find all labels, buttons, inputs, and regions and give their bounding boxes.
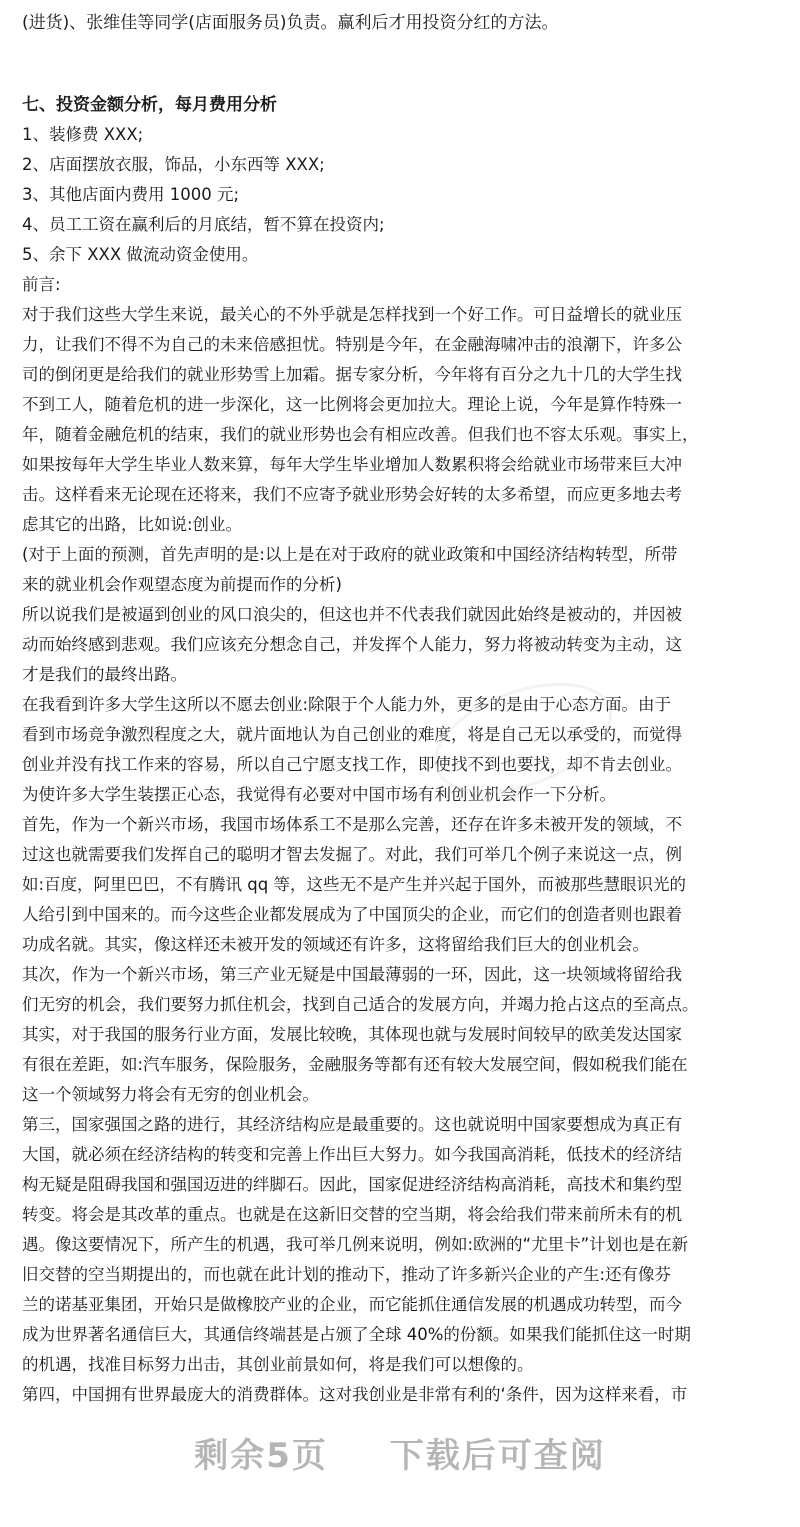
paragraph: [22, 690, 784, 810]
paragraph-line: 如:百度，阿里巴巴，不有腾讯 qq 等，这些无不是产生并兴起于国外，而被那些慧眼识光的: [22, 875, 686, 894]
paragraph: [22, 960, 784, 1110]
paragraph-line: 们无穷的机会，我们要努力抓住机会，找到自己适合的发展方向，并竭力抢占这点的至高点。: [22, 995, 699, 1014]
paragraph-line: 第三，国家强国之路的进行，其经济结构应是最重要的。这也就说明中国家要想成为真正有: [22, 1115, 682, 1134]
paragraph-line: 力，让我们不得不为自己的未来倍感担忧。特别是今年，在金融海啸冲击的浪潮下，许多公: [22, 335, 682, 354]
paragraph-line: 为使许多大学生装摆正心态，我觉得有必要对中国市场有利创业机会作一下分析。: [22, 785, 616, 804]
paragraph-line: 来的就业机会作观望态度为前提而作的分析): [22, 575, 342, 594]
paragraph: [22, 300, 784, 540]
paragraph: [22, 1380, 784, 1410]
paragraph: [22, 540, 784, 600]
paragraph-line: 对于我们这些大学生来说，最关心的不外乎就是怎样找到一个好工作。可日益增长的就业压: [22, 305, 682, 324]
partial-text: (进货)、张维佳等同学(店面服务员)负责。赢利后才用投资分红的方法。: [22, 13, 559, 33]
paragraph-line: 年，随着金融危机的结束，我们的就业形势也会有相应改善。但我们也不容太乐观。事实上，: [22, 425, 699, 444]
paragraph-line: 其次，作为一个新兴市场，第三产业无疑是中国最薄弱的一环，因此，这一块领域将留给我: [22, 965, 682, 984]
paragraph-line: 过这也就需要我们发挥自己的聪明才智去发掘了。对此，我们可举几个例子来说这一点，例: [22, 845, 682, 864]
remaining-pages-label: 剩余5页: [194, 1436, 328, 1476]
paragraph-line: 这一个领域努力将会有无穷的创业机会。: [22, 1085, 319, 1104]
paragraph-line: 构无疑是阻碍我国和强国迈进的绊脚石。因此，国家促进经济结构高消耗，高技术和集约型: [22, 1175, 682, 1194]
document-body: [22, 0, 784, 1410]
list-item: 3、其他店面内费用 1000 元;: [22, 185, 240, 204]
paragraph-line: (对于上面的预测，首先声明的是:以上是在对于政府的就业政策和中国经济结构转型，所带: [22, 545, 678, 564]
paragraph-line: 如果按每年大学生毕业人数来算，每年大学生毕业增加人数累积将会给就业市场带来巨大冲: [22, 455, 682, 474]
paragraph-line: 功成名就。其实，像这样还未被开发的领域还有许多，这将留给我们巨大的创业机会。: [22, 935, 649, 954]
paragraph-line: 转变。将会是其改革的重点。也就是在这新旧交替的空当期，将会给我们带来前所未有的机: [22, 1205, 682, 1224]
paragraph-line: 首先，作为一个新兴市场，我国市场体系工不是那么完善，还存在许多未被开发的领域，不: [22, 815, 682, 834]
paragraph-line: 虑其它的出路，比如说:创业。: [22, 515, 243, 534]
top-partial-line: [22, 0, 784, 46]
list-item: 5、余下 XXX 做流动资金使用。: [22, 245, 259, 264]
paragraph-line: 在我看到许多大学生这所以不愿去创业:除限于个人能力外，更多的是由于心态方面。由于: [22, 695, 672, 714]
paragraph: [22, 1110, 784, 1380]
paragraph-line: 创业并没有找工作来的容易，所以自己宁愿支找工作，即使找不到也要找，却不肯去创业。: [22, 755, 682, 774]
paragraph: [22, 600, 784, 690]
paragraph-line: 击。这样看来无论现在还将来，我们不应寄予就业形势会好转的太多希望，而应更多地去考: [22, 485, 682, 504]
list-item: 1、装修费 XXX;: [22, 125, 144, 144]
paragraph-line: 其实，对于我国的服务行业方面，发展比较晚，其体现也就与发展时间较早的欧美发达国家: [22, 1025, 682, 1044]
preface-paragraphs: [22, 300, 784, 1410]
paragraph-line: 旧交替的空当期提出的，而也就在此计划的推动下，推动了许多新兴企业的产生:还有像芬: [22, 1265, 672, 1284]
paragraph-line: 大国，就必须在经济结构的转变和完善上作出巨大努力。如今我国高消耗，低技术的经济结: [22, 1145, 682, 1164]
section-heading: 七、投资金额分析，每月费用分析: [22, 95, 277, 115]
expense-list: [22, 120, 784, 270]
list-item: 2、店面摆放衣服，饰品，小东西等 XXX;: [22, 155, 325, 174]
paragraph-line: 有很在差距，如:汽车服务，保险服务，金融服务等都有还有较大发展空间，假如税我们能在: [22, 1055, 688, 1074]
paragraph-line: 司的倒闭更是给我们的就业形势雪上加霜。据专家分析，今年将有百分之九十几的大学生找: [22, 365, 682, 384]
download-to-view-label: 下载后可查阅: [389, 1436, 606, 1476]
list-item: 4、员工工资在赢利后的月底结，暂不算在投资内;: [22, 215, 385, 234]
download-prompt[interactable]: [0, 1428, 800, 1477]
paragraph-line: 动而始终感到悲观。我们应该充分想念自己，并发挥个人能力，努力将被动转变为主动，这: [22, 635, 682, 654]
paragraph-line: 遇。像这要情况下，所产生的机遇，我可举几例来说明，例如:欧洲的“尤里卡”计划也是在新: [22, 1235, 689, 1254]
preface-label: 前言:: [22, 275, 61, 294]
paragraph-line: 看到市场竞争激烈程度之大，就片面地认为自己创业的难度，将是自己无以承受的，而觉得: [22, 725, 682, 744]
paragraph: [22, 810, 784, 960]
paragraph-line: 第四，中国拥有世界最庞大的消费群体。这对我创业是非常有利的‘条件，因为这样来看，市: [22, 1385, 688, 1404]
paragraph-line: 所以说我们是被逼到创业的风口浪尖的，但这也并不代表我们就因此始终是被动的，并因被: [22, 605, 682, 624]
paragraph-line: 兰的诺基亚集团，开始只是做橡胶产业的企业，而它能抓住通信发展的机遇成功转型，而今: [22, 1295, 682, 1314]
paragraph-line: 才是我们的最终出路。: [22, 665, 187, 684]
paragraph-line: 的机遇，找准目标努力出击，其创业前景如何，将是我们可以想像的。: [22, 1355, 534, 1374]
paragraph-line: 不到工人，随着危机的进一步深化，这一比例将会更加拉大。理论上说，今年是算作特殊一: [22, 395, 682, 414]
paragraph-line: 人给引到中国来的。而今这些企业都发展成为了中国顶尖的企业，而它们的创造者则也跟着: [22, 905, 682, 924]
paragraph-line: 成为世界著名通信巨大，其通信终端甚是占颁了全球 40%的份额。如果我们能抓住这一时期: [22, 1325, 691, 1344]
